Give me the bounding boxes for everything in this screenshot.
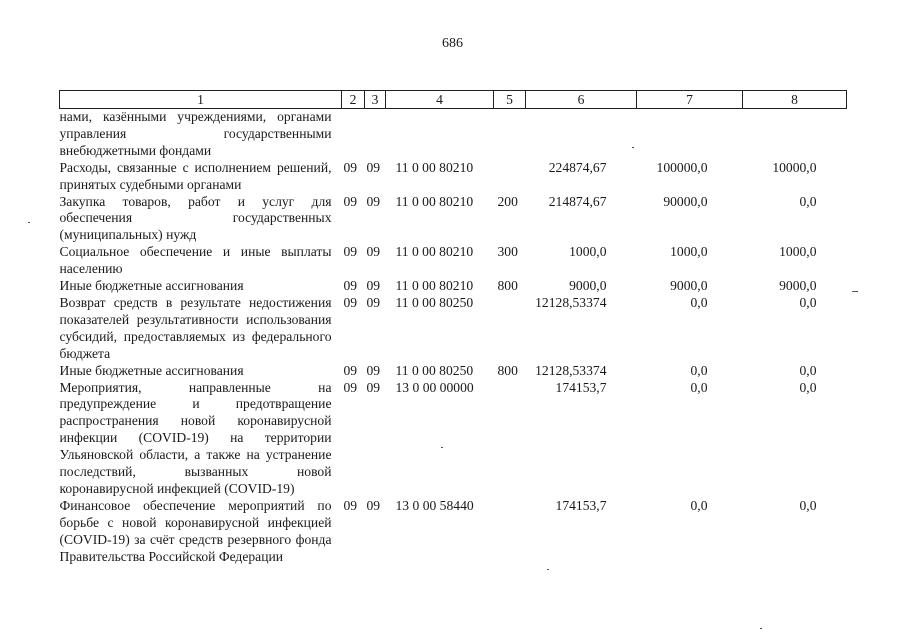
row-target-code: 11 0 00 80250 [395,294,474,310]
row-amount-col-8 [743,109,847,160]
row-name: нами, казёнными учреждениями, органами управления государственными внебюджетными фондами [59,109,332,158]
row-subsection: 09 [366,159,381,175]
row-expense-type: 200 [497,193,518,209]
row-amount-col-6: 174153,7 [555,497,607,513]
row-expense-type: 800 [497,278,518,294]
row-expense-type [494,380,526,498]
page-number: 686 [442,36,463,51]
row-amount-col-8: 0,0 [799,379,817,395]
row-amount-col-8: 0,0 [799,497,817,513]
row-amount-col-7: 0,0 [690,497,708,513]
row-target-code: 11 0 00 80210 [395,193,474,209]
row-amount-col-6: 9000,0 [569,278,607,294]
row-amount-col-8: 0,0 [799,362,817,378]
table-row [60,160,847,194]
header-col-8: 8 [743,91,847,109]
scan-speck [632,147,634,148]
row-expense-type [494,295,526,363]
row-amount-col-6: 224874,67 [548,159,607,175]
table-row [60,109,847,160]
row-section: 09 [343,362,358,378]
row-subsection: 09 [366,294,381,310]
row-name: Иные бюджетные ассигнования [59,278,244,294]
row-amount-col-7: 100000,0 [656,159,708,175]
scan-speck [28,222,30,223]
row-expense-type [494,498,526,566]
row-amount-col-6: 1000,0 [569,244,607,260]
row-section: 09 [343,193,358,209]
row-name: Социальное обеспечение и иные выплаты населению [59,244,332,277]
row-subsection: 09 [366,497,381,513]
row-target-code: 11 0 00 80210 [395,159,474,175]
header-col-5: 5 [494,91,526,109]
header-col-6: 6 [526,91,637,109]
header-col-3: 3 [365,91,386,109]
table-body [60,109,847,566]
row-amount-col-7: 0,0 [690,294,708,310]
row-name: Закупка товаров, работ и услуг для обеспечения государственных (муниципальных) нужд [59,193,332,243]
row-target-code: 11 0 00 80250 [395,362,474,378]
row-amount-col-7 [637,109,743,160]
row-amount-col-8: 0,0 [799,193,817,209]
row-amount-col-6 [526,109,637,160]
header-col-1: 1 [60,91,342,109]
row-section: 09 [343,497,358,513]
row-amount-col-8: 10000,0 [772,159,817,175]
row-section: 09 [343,159,358,175]
row-target-code: 13 0 00 58440 [395,497,474,513]
row-section: 09 [343,294,358,310]
row-amount-col-7: 90000,0 [663,193,708,209]
row-amount-col-7: 1000,0 [670,244,708,260]
table-row [60,244,847,278]
row-amount-col-8: 9000,0 [779,278,817,294]
table-row [60,194,847,245]
row-section [342,109,365,160]
table-row [60,363,847,380]
scan-speck [852,291,858,292]
row-subsection: 09 [366,379,381,395]
row-subsection: 09 [366,244,381,260]
row-expense-type [494,160,526,194]
row-subsection: 09 [366,193,381,209]
row-name: Иные бюджетные ассигнования [59,362,244,378]
row-section: 09 [343,244,358,260]
table-row [60,278,847,295]
row-expense-type: 300 [497,244,518,260]
scan-speck [441,447,443,448]
row-amount-col-8: 0,0 [799,294,817,310]
row-amount-col-6: 12128,53374 [535,294,607,310]
scan-speck [760,628,762,629]
row-name: Финансовое обеспечение мероприятий по борьбе с новой коронавирусной инфекцией (COVID-19) за счёт средств резервного фонда Правительства Российской Федерации [59,497,332,564]
row-amount-col-6: 12128,53374 [535,362,607,378]
row-expense-type [494,109,526,160]
header-col-7: 7 [637,91,743,109]
row-expense-type: 800 [497,362,518,378]
row-amount-col-8: 1000,0 [779,244,817,260]
row-subsection [365,109,386,160]
row-target-code [386,109,494,160]
row-amount-col-6: 214874,67 [548,193,607,209]
row-subsection: 09 [366,362,381,378]
table-row [60,295,847,363]
header-col-2: 2 [342,91,365,109]
row-amount-col-7: 9000,0 [670,278,708,294]
budget-table [59,90,847,565]
row-amount-col-7: 0,0 [690,379,708,395]
row-subsection: 09 [366,278,381,294]
row-target-code: 13 0 00 00000 [395,379,474,395]
row-amount-col-6: 174153,7 [555,379,607,395]
table-header [60,91,847,109]
row-target-code: 11 0 00 80210 [395,278,474,294]
row-name: Мероприятия, направленные на предупреждение и предотвращение распространения новой коронавирусной инфекции (COVID-19) на территории Ульяновской области, а также на устранение последствий, вызванных новой коронавирусной инфекцией (COVID-19) [59,379,332,496]
row-section: 09 [343,379,358,395]
row-amount-col-7: 0,0 [690,362,708,378]
row-name: Возврат средств в результате недостижения показателей результативности использования субсидий, предоставляемых из федерального бюджета [59,294,332,361]
row-target-code: 11 0 00 80210 [395,244,474,260]
table-row [60,380,847,498]
scan-speck [547,569,549,570]
row-name: Расходы, связанные с исполнением решений, принятых судебными органами [59,159,332,192]
table-row [60,498,847,566]
row-section: 09 [343,278,358,294]
header-col-4: 4 [386,91,494,109]
